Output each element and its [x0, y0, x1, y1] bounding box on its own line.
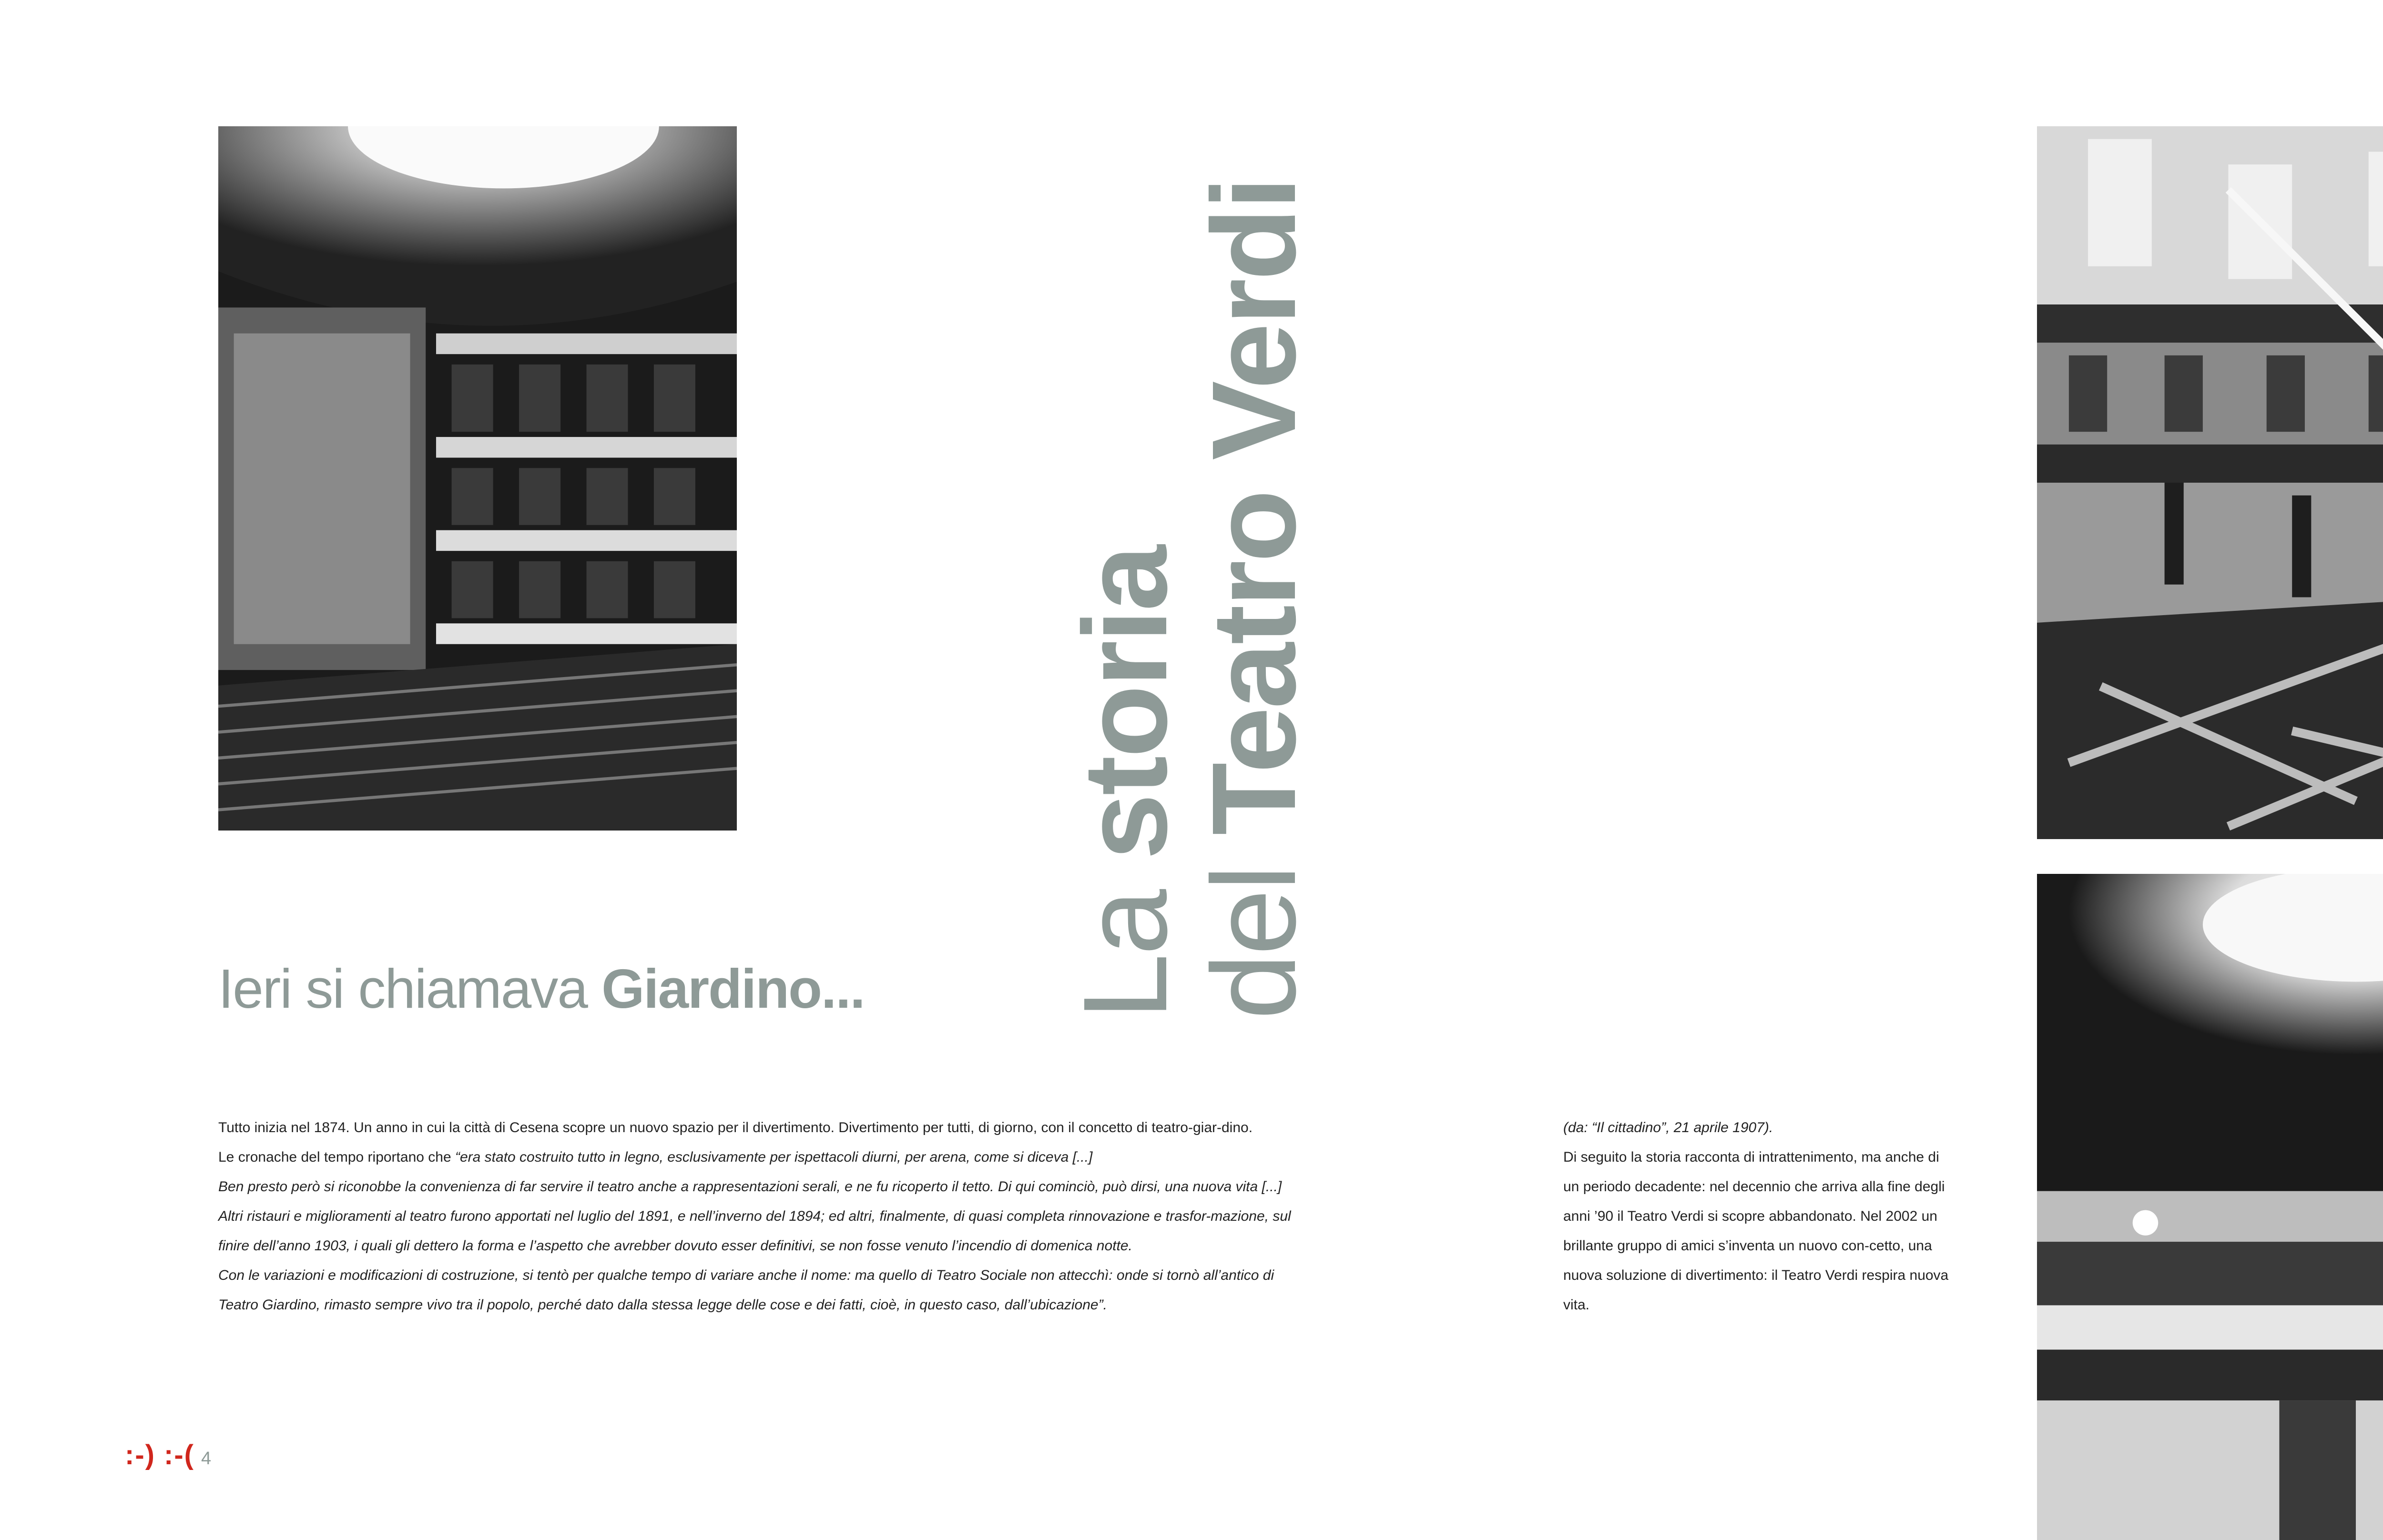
paragraph-intro: Tutto inizia nel 1874. Un anno in cui la città di Cesena scopre un nuovo spazio per il divertimento. Divertimento per tutti, di giorno, con il concetto di teatro-giar-dino. [218, 1120, 1253, 1135]
subtitle-bold: Giardino... [601, 958, 865, 1020]
quote-paragraph-3: Con le variazioni e modificazioni di costruzione, si tentò per qualche tempo di variare anche il nome: ma quello di Teatro Sociale non attecchì: onde si tornò all’antico di Teatro Giardino, rimasto sempre vivo tra il popolo, perché dato dalla stessa legge delle cose e dei fatti, cioè, in questo caso, dall’ubicazione”. [218, 1267, 1274, 1313]
citation: (da: “Il cittadino”, 21 aprile 1907). [1563, 1120, 1773, 1135]
fire-ruins-photo [2037, 126, 2383, 839]
quote-paragraph-2: Altri ristauri e miglioramenti al teatro furono apportati nel luglio del 1891, e nell’inverno del 1894; ed altri, finalmente, di quasi completa rinnovazione e trasfor-mazione, sul finire dell’anno 1903, i quali gli dettero la forma e l’aspetto che avrebber dovuto esser definitivi, se non fosse venuto l’incendio di domenica notte. [218, 1208, 1291, 1254]
theatre-interior-photo [218, 126, 737, 831]
page-footer-left [125, 1439, 211, 1471]
title-line-2-light: del [1187, 835, 1320, 1020]
quote-paragraph-1: Ben presto però si riconobbe la convenienza di far servire il teatro anche a rappresentazioni serali, e ne fu ricoperto il tetto. Di qui cominciò, può dirsi, una nuova vita [...] [218, 1179, 1282, 1195]
body-text-left [218, 1113, 1300, 1320]
smiley-logo: :-) :-( [125, 1439, 195, 1470]
quote-start: “era stato costruito tutto in legno, esclusivamente per ispettacoli diurni, per arena, come si diceva [...] [455, 1149, 1093, 1165]
paragraph-chronicles [218, 1143, 1300, 1172]
body-text-right [1563, 1113, 1959, 1320]
page-title [1059, 114, 1323, 1020]
paragraph-continuation: Di seguito la storia racconta di intrattenimento, ma anche di un periodo decadente: nel decennio che arriva alla fine degli anni ’90 il Teatro Verdi si scopre abbandonato. Nel 2002 un brillante gruppo di amici s’inventa un nuovo con-cetto, una nuova soluzione di divertimento: il Teatro Verdi respira nuova vita. [1563, 1149, 1949, 1313]
paragraph-chronicles-lead: Le cronache del tempo riportano che [218, 1149, 455, 1165]
page-number-left: 4 [201, 1449, 212, 1469]
dome-auditorium-photo [2037, 874, 2383, 1540]
title-line-1-light: La [1059, 860, 1192, 1020]
subtitle-light: Ieri si chiamava [218, 958, 602, 1020]
title-line-2 [1187, 114, 1323, 1020]
title-line-1-bold: storia [1059, 547, 1192, 860]
title-line-2-bold: Teatro Verdi [1187, 178, 1320, 835]
section-subtitle [218, 957, 865, 1021]
title-line-1 [1059, 114, 1194, 1020]
